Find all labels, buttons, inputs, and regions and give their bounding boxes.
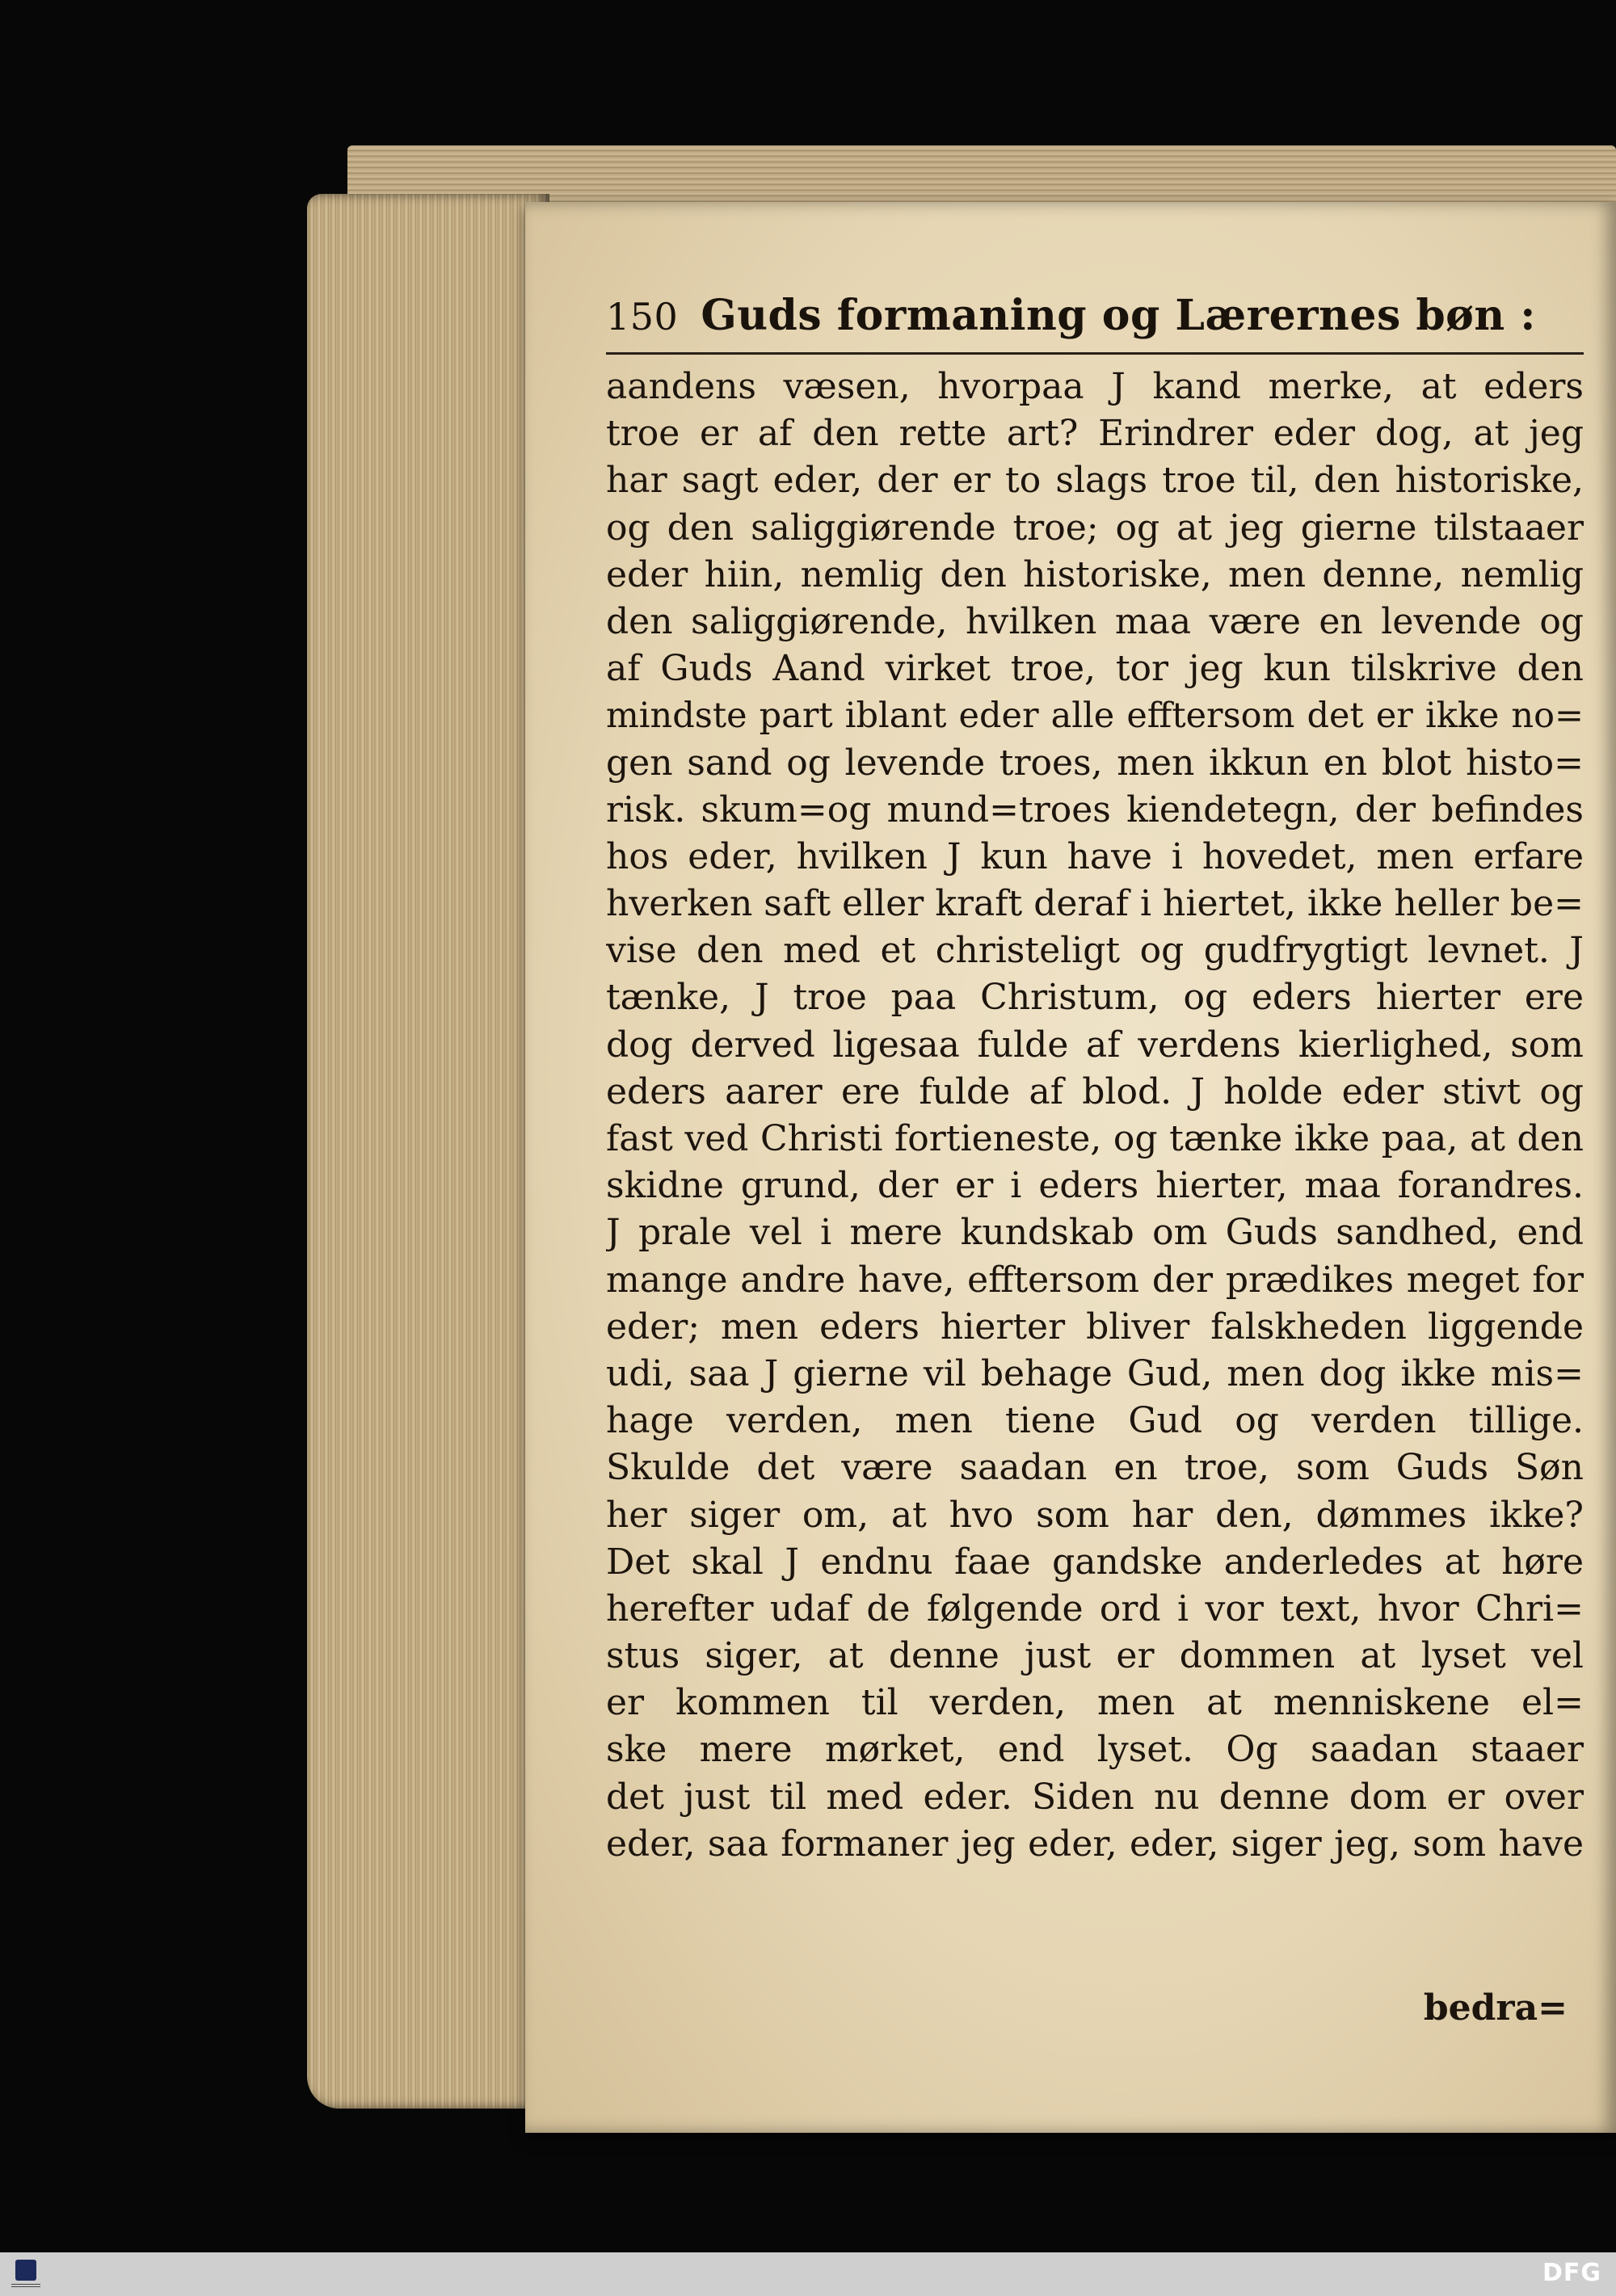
text-line: J prale vel i mere kundskab om Guds sandhed, end xyxy=(606,1212,1584,1254)
catchword: bedra= xyxy=(1423,1987,1568,2029)
text-line: det just til med eder. Siden nu denne dom er over xyxy=(606,1776,1584,1818)
text-line: den saliggiørende, hvilken maa være en levende og xyxy=(606,600,1584,642)
dfg-logo[interactable]: DFG xyxy=(1542,2259,1601,2287)
running-head-title: Guds formaning og Lærernes bøn : xyxy=(701,291,1536,340)
text-line: Skulde det være saadan en troe, som Guds Søn xyxy=(606,1447,1584,1489)
text-line: tænke, J troe paa Christum, og eders hierter ere xyxy=(606,977,1584,1019)
body-text xyxy=(606,364,1584,1995)
page-number: 150 xyxy=(606,295,679,339)
text-line: stus siger, at denne just er dommen at lyset vel xyxy=(606,1635,1584,1677)
text-line: hage verden, men tiene Gud og verden tillige. xyxy=(606,1400,1584,1442)
text-line: risk. skum=og mund=troes kiendetegn, der befindes xyxy=(606,788,1584,831)
text-line: er kommen til verden, men at menniskene el= xyxy=(606,1682,1584,1724)
book-fore-edge xyxy=(307,194,549,2109)
header-rule xyxy=(606,352,1584,355)
text-line: troe er af den rette art? Erindrer eder dog, at jeg xyxy=(606,413,1584,455)
text-line: mindste part iblant eder alle efftersom det er ikke no= xyxy=(606,696,1584,737)
text-line: fast ved Christi fortieneste, og tænke ikke paa, at den xyxy=(606,1118,1584,1159)
text-line: aandens væsen, hvorpaa J kand merke, at eders xyxy=(606,366,1584,407)
text-line: vise den med et christeligt og gudfrygtigt levnet. J xyxy=(606,930,1584,972)
text-line: herefter udaf de følgende ord i vor text, hvor Chri= xyxy=(606,1587,1584,1629)
text-line: gen sand og levende troes, men ikkun en blot histo= xyxy=(606,742,1584,784)
text-line: her siger om, at hvo som har den, dømmes ikke? xyxy=(606,1494,1584,1536)
text-line: mange andre have, efftersom der prædikes meget for xyxy=(606,1259,1584,1301)
viewer-footer-bar xyxy=(0,2252,1616,2296)
running-header xyxy=(606,291,1568,347)
text-line: eders aarer ere fulde af blod. J holde eder stivt og xyxy=(606,1070,1584,1112)
text-line: af Guds Aand virket troe, tor jeg kun tilskrive den xyxy=(606,648,1584,690)
text-line: og den saliggiørende troe; og at jeg gierne tilstaaer xyxy=(606,507,1584,549)
text-line: ske mere mørket, end lyset. Og saadan staaer xyxy=(606,1729,1584,1771)
text-line: har sagt eder, der er to slags troe til, den historiske, xyxy=(606,460,1584,502)
book-page xyxy=(525,202,1616,2133)
text-line: hverken saft eller kraft deraf i hiertet, ikke heller be= xyxy=(606,883,1584,925)
text-line: udi, saa J gierne vil behage Gud, men dog ikke mis= xyxy=(606,1352,1584,1394)
text-line: skidne grund, der er i eders hierter, maa forandres. xyxy=(606,1165,1584,1207)
text-line: Det skal J endnu faae gandske anderledes at høre xyxy=(606,1541,1584,1583)
library-logo-icon[interactable] xyxy=(8,2256,44,2293)
text-line: eder, saa formaner jeg eder, eder, siger jeg, som have xyxy=(606,1823,1584,1865)
text-line: eder hiin, nemlig den historiske, men denne, nemlig xyxy=(606,553,1584,595)
book xyxy=(291,145,1616,2141)
text-line: hos eder, hvilken J kun have i hovedet, men erfare xyxy=(606,835,1584,877)
text-line: eder; men eders hierter bliver falskheden liggende xyxy=(606,1306,1584,1348)
text-line: dog derved ligesaa fulde af verdens kierlighed, som xyxy=(606,1024,1584,1066)
